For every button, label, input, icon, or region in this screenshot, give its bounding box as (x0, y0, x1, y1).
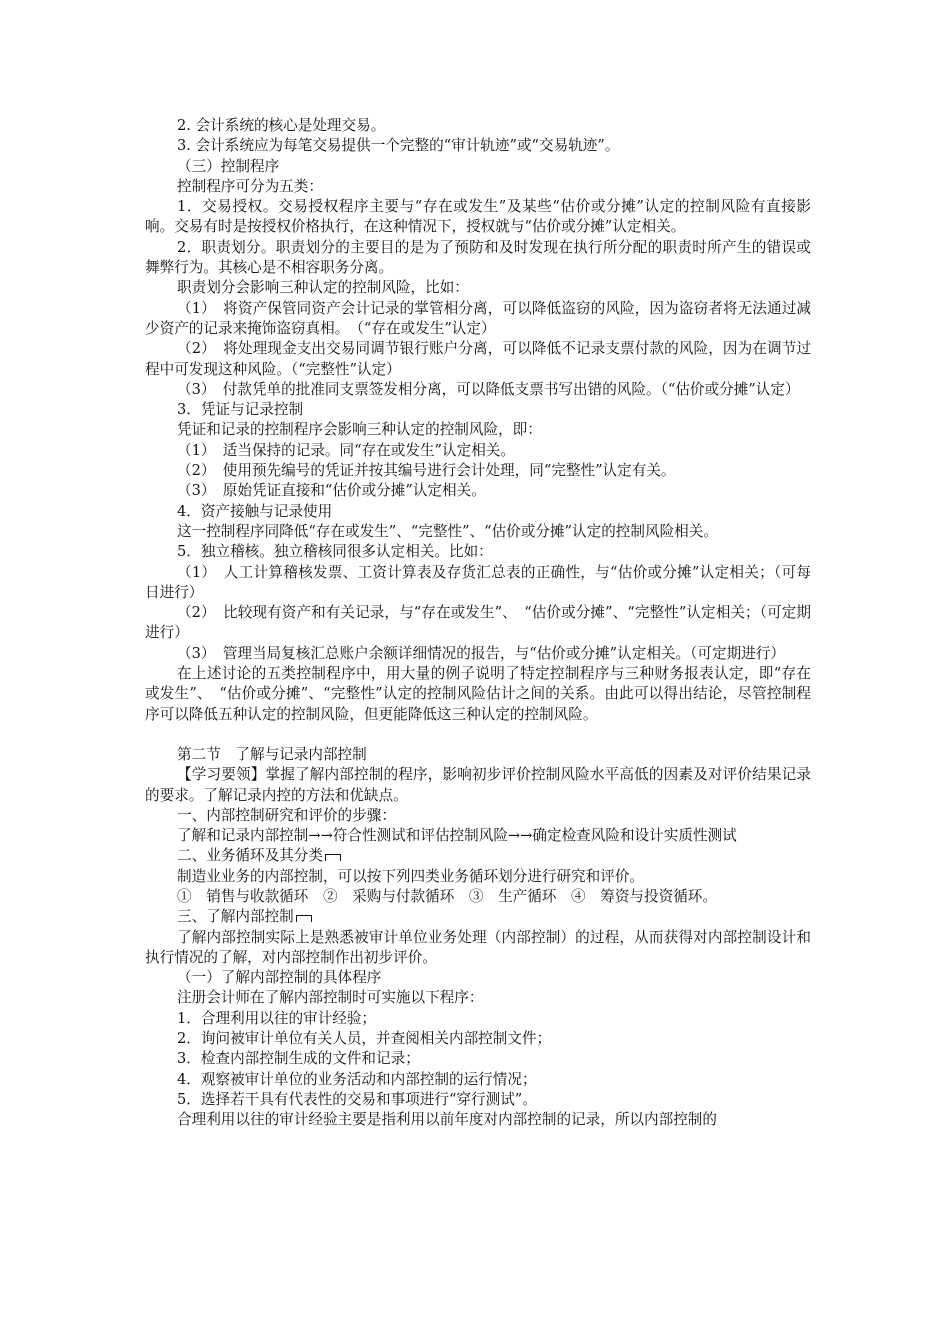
paragraph: （2） 使用预先编号的凭证并按其编号进行会计处理，同“完整性”认定有关。 (177, 462, 676, 480)
paragraph: 职责划分会影响三种认定的控制风险，比如： (177, 279, 469, 297)
paragraph: ① 销售与收款循环 ② 采购与付款循环 ③ 生产循环 ④ 筹资与投资循环。 (177, 887, 717, 905)
paragraph: （2） 比较现有资产和有关记录，与“存在或发生”、 “估价或分摊”、“完整性”认定相关；（可定期进行） (145, 604, 811, 642)
paragraph: 制造业业务的内部控制，可以按下列四类业务循环划分进行研究和评价。 (177, 867, 645, 885)
paragraph: 1．交易授权。交易授权程序主要与“存在或发生”及某些“估价或分摊”认定的控制风险有直接影响。交易有时是按授权价格执行，在这种情况下，授权就与“估价或分摊”认定相关。 (145, 198, 811, 236)
paragraph: 2．询问被审计单位有关人员，并查阅相关内部控制文件； (177, 1030, 552, 1048)
paragraph: （3） 付款凭单的批准同支票签发相分离，可以降低支票书写出错的风险。（“估价或分摊”认定） (177, 380, 800, 398)
anchor-mark-icon (325, 854, 341, 861)
paragraph: 【学习要领】掌握了解内部控制的程序，影响初步评价控制风险水平高低的因素及对评价结果记录的要求。了解记录内控的方法和优缺点。 (145, 766, 811, 804)
paragraph: 这一控制程序同降低“存在或发生”、“完整性”、“估价或分摊”认定的控制风险相关。 (177, 522, 718, 540)
paragraph: 合理利用以往的审计经验主要是指利用以前年度对内部控制的记录，所以内部控制的 (177, 1111, 717, 1129)
paragraph: 2. 会计系统的核心是处理交易。 (177, 117, 386, 134)
paragraph: 3．凭证与记录控制 (177, 401, 304, 419)
paragraph: 了解内部控制实际上是熟悉被审计单位业务处理（内部控制）的过程，从而获得对内部控制设计和执行情况的了解，对内部控制作出初步评价。 (145, 928, 811, 966)
section-heading: （三）控制程序 (177, 157, 280, 175)
paragraph: 控制程序可分为五类： (177, 177, 323, 195)
paragraph: （3） 管理当局复核汇总账户余额详细情况的报告，与“估价或分摊”认定相关。（可定期进行） (177, 644, 785, 662)
paragraph: 1．合理利用以往的审计经验； (177, 1009, 377, 1027)
paragraph: 4．资产接触与记录使用 (177, 502, 333, 520)
paragraph: 5．选择若干具有代表性的交易和事项进行“穿行测试”。 (177, 1090, 537, 1108)
paragraph: 在上述讨论的五类控制程序中，用大量的例子说明了特定控制程序与三种财务报表认定，即“存在或发生”、 “估价或分摊”、“完整性”认定的控制风险估计之间的关系。由此可以得出结论，尽管控制程序可以降低五种认定的控制风险，但更能降低这三种认定的控制风险。 (145, 665, 811, 723)
paragraph: 凭证和记录的控制程序会影响三种认定的控制风险，即： (177, 421, 542, 439)
heading-text: 三、了解内部控制 (177, 908, 294, 926)
paragraph (145, 907, 811, 927)
spacer (145, 725, 811, 745)
paragraph: 注册会计师在了解内部控制时可实施以下程序： (177, 989, 484, 1007)
paragraph: （1） 适当保持的记录。同“存在或发生”认定相关。 (177, 441, 515, 459)
document-page (145, 116, 811, 1131)
paragraph: （1） 将资产保管同资产会计记录的掌管相分离，可以降低盗窃的风险，因为盗窃者将无法通过减少资产的记录来掩饰盗窃真相。 （“存在或发生”认定） (145, 299, 811, 337)
paragraph: 4．观察被审计单位的业务活动和内部控制的运行情况； (177, 1070, 537, 1088)
paragraph: 一、内部控制研究和评价的步骤： (177, 806, 396, 824)
paragraph: （2） 将处理现金支出交易同调节银行账户分离，可以降低不记录支票付款的风险，因为在调节过程中可发现这种风险。（“完整性”认定） (145, 340, 811, 378)
section-title: 第二节 了解与记录内部控制 (177, 745, 367, 763)
anchor-mark-icon (296, 915, 312, 922)
paragraph: 2．职责划分。职责划分的主要目的是为了预防和及时发现在执行所分配的职责时所产生的错误或舞弊行为。其核心是不相容职务分离。 (145, 238, 811, 277)
paragraph (145, 846, 811, 866)
paragraph: （1） 人工计算稽核发票、工资计算表及存货汇总表的正确性，与“估价或分摊”认定相关；（可每日进行） (145, 563, 811, 601)
paragraph: 3．检查内部控制生成的文件和记录； (177, 1050, 420, 1068)
heading-text: 二、业务循环及其分类 (177, 847, 323, 865)
paragraph: 5．独立稽核。独立稽核同很多认定相关。比如： (177, 543, 493, 561)
paragraph: （一）了解内部控制的具体程序 (177, 969, 382, 987)
paragraph: 3. 会计系统应为每笔交易提供一个完整的“审计轨迹”或“交易轨迹”。 (177, 137, 620, 155)
paragraph: 了解和记录内部控制→→符合性测试和评估控制风险→→确定检查风险和设计实质性测试 (177, 827, 737, 845)
paragraph: （3） 原始凭证直接和“估价或分摊”认定相关。 (177, 482, 486, 500)
